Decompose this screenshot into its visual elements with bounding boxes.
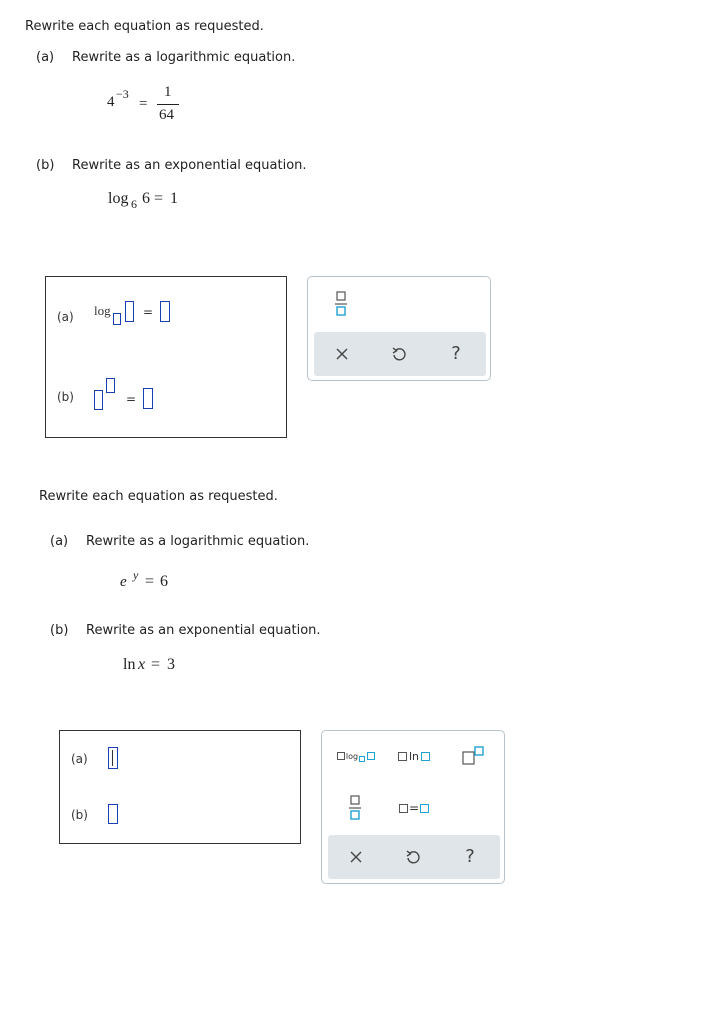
q1b-arg: 6 <box>142 190 150 207</box>
q2a-equals: = <box>145 573 155 590</box>
q1-instruction: Rewrite each equation as requested. <box>25 19 264 34</box>
q1-part-a-text: Rewrite as a logarithmic equation. <box>72 50 296 65</box>
eq-template-label: = <box>408 801 420 815</box>
q2-part-a-text: Rewrite as a logarithmic equation. <box>86 534 310 549</box>
q1-answer-a-label: (a) <box>57 310 74 324</box>
ln-right-placeholder-icon <box>421 752 430 761</box>
q2a-rhs: 6 <box>160 573 168 590</box>
q1-answer-box <box>45 276 287 438</box>
q2b-fn: ln <box>123 656 136 673</box>
help-icon[interactable]: ? <box>465 845 475 867</box>
q2-answer-box <box>59 730 301 844</box>
q1b-log: log <box>108 190 129 207</box>
q1-part-b-text: Rewrite as an exponential equation. <box>72 158 307 173</box>
q1a-equals: = <box>139 96 148 112</box>
q2-answer-a-label: (a) <box>71 752 88 766</box>
q1-part-b-label: (b) <box>36 158 55 173</box>
log-base-placeholder-icon <box>359 756 365 762</box>
q1-answer-b-equals: = <box>126 392 137 406</box>
q1a-denominator: 64 <box>159 107 174 123</box>
log-template-label: log <box>345 751 359 761</box>
q1b-equals: = <box>154 190 164 207</box>
q1-answer-a-rhs-slot[interactable] <box>160 301 170 322</box>
q2a-base: e <box>120 574 127 590</box>
q2-part-b-text: Rewrite as an exponential equation. <box>86 623 321 638</box>
q2b-equals: = <box>151 656 161 673</box>
undo-icon[interactable] <box>404 846 422 868</box>
eq-right-placeholder-icon <box>420 804 429 813</box>
ln-template-label: ln <box>408 749 420 763</box>
log-value-placeholder-icon <box>367 752 375 760</box>
q1-tool-palette <box>307 276 491 381</box>
q2a-exponent: y <box>133 568 139 582</box>
q1-answer-b-exponent-slot[interactable] <box>106 378 115 393</box>
clear-icon[interactable] <box>334 343 350 365</box>
q2-tool-palette <box>321 730 505 884</box>
text-cursor <box>112 750 113 766</box>
q1b-rhs: 1 <box>170 190 178 207</box>
ln-left-placeholder-icon <box>398 752 407 761</box>
ln-template-button[interactable] <box>394 745 434 767</box>
q1-answer-b-label: (b) <box>57 390 74 404</box>
q1-answer-a-equals: = <box>143 305 154 319</box>
q1-answer-a-base-slot[interactable] <box>113 313 121 325</box>
q2-answer-b-label: (b) <box>71 808 88 822</box>
q1-part-a-label: (a) <box>36 50 55 65</box>
undo-icon[interactable] <box>390 343 408 365</box>
q1-answer-a-arg-slot[interactable] <box>125 301 134 322</box>
q1-answer-b-base-slot[interactable] <box>94 390 103 410</box>
q1-answer-a-log: log <box>94 303 111 318</box>
fraction-icon[interactable] <box>332 289 350 319</box>
help-icon[interactable]: ? <box>451 342 461 364</box>
q1a-numerator: 1 <box>164 84 172 100</box>
clear-icon[interactable] <box>348 846 364 868</box>
q2-answer-b-slot[interactable] <box>108 804 118 824</box>
fraction-icon[interactable] <box>346 793 364 823</box>
q2-instruction: Rewrite each equation as requested. <box>39 489 278 504</box>
q2-part-a-label: (a) <box>50 534 69 549</box>
equals-template-button[interactable] <box>394 797 434 819</box>
q1a-fraction-bar <box>157 104 179 105</box>
q1a-base: 4 <box>107 94 115 110</box>
exponent-icon[interactable] <box>458 743 488 769</box>
eq-left-placeholder-icon <box>399 804 408 813</box>
log-template-button[interactable] <box>336 745 376 767</box>
q1a-exponent: −3 <box>116 87 129 101</box>
q2-part-b-label: (b) <box>50 623 69 638</box>
log-arg-placeholder-icon <box>337 752 345 760</box>
q1-answer-b-rhs-slot[interactable] <box>143 388 153 409</box>
q2b-var: x <box>138 656 146 673</box>
q1b-base: 6 <box>131 197 137 211</box>
q2b-rhs: 3 <box>167 656 175 673</box>
q2-answer-a-slot[interactable] <box>108 747 118 769</box>
